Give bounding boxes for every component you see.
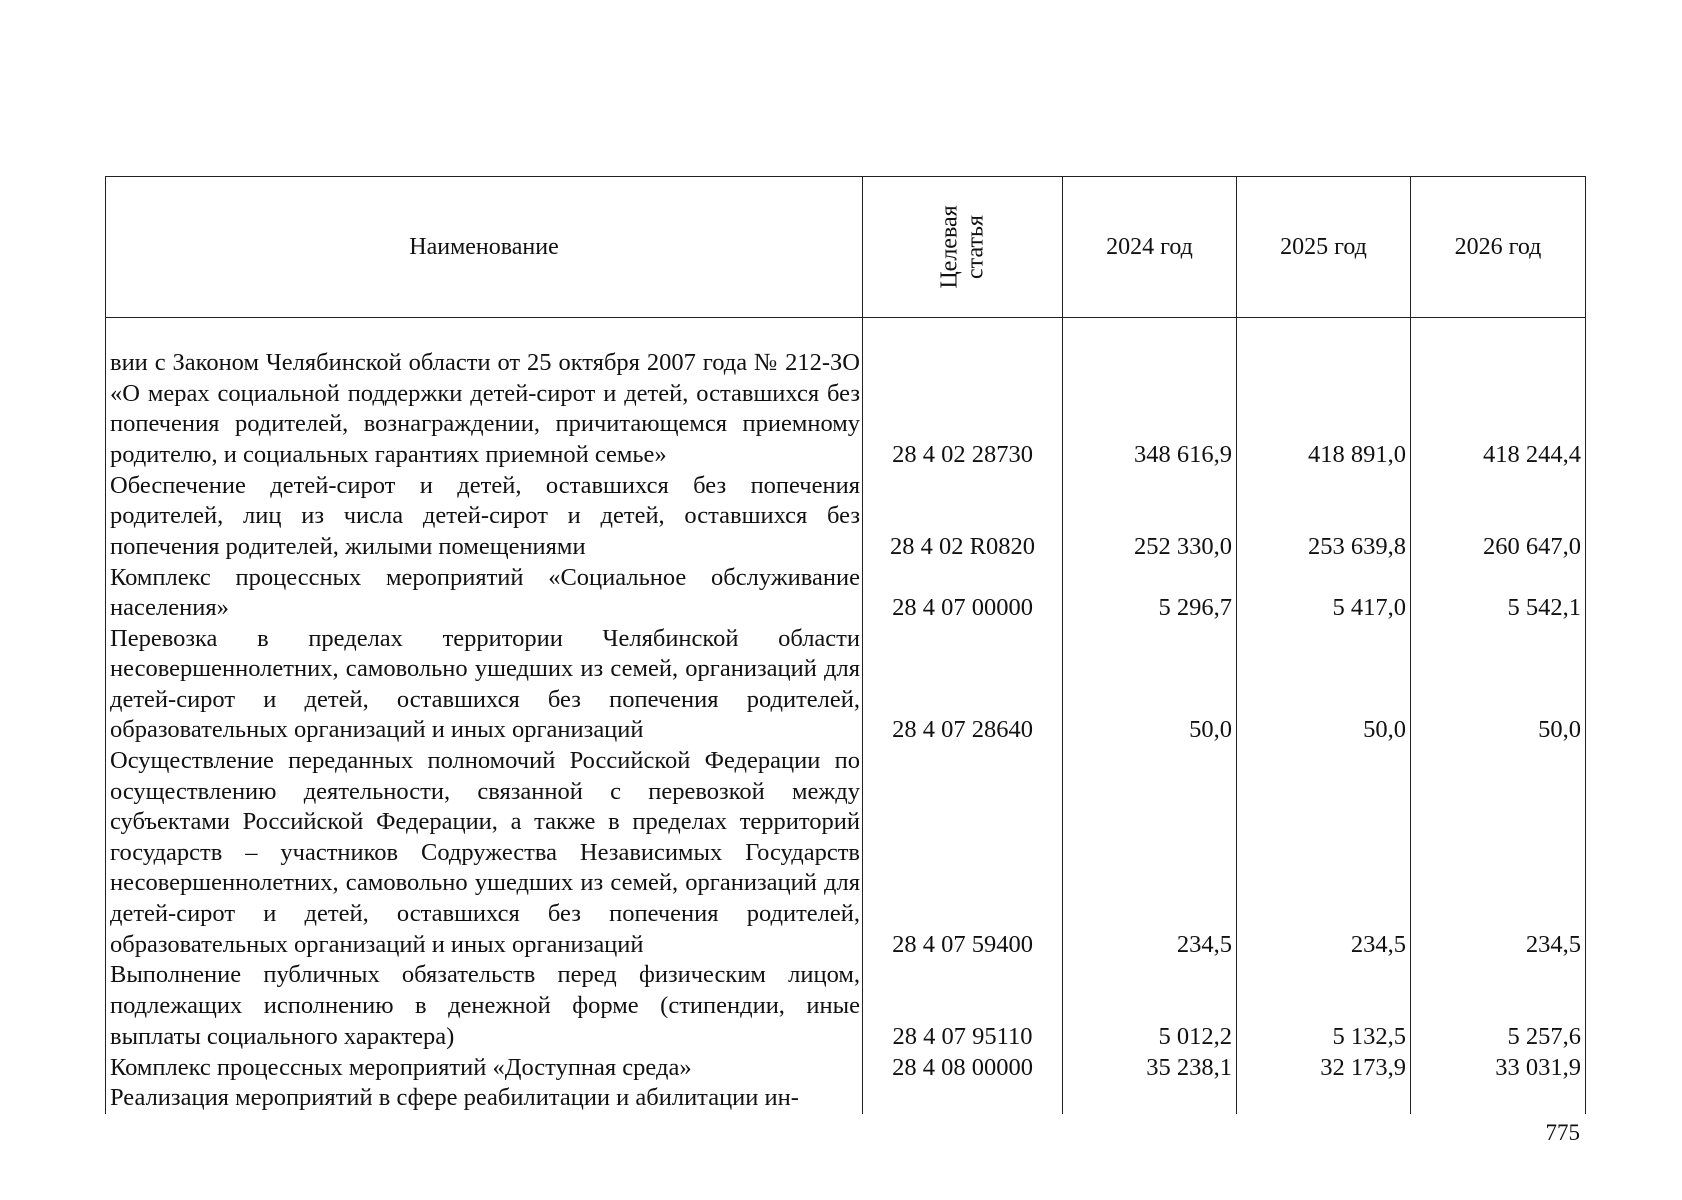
row-2024: 252 330,0 [1063, 471, 1237, 563]
row-code: 28 4 07 00000 [863, 563, 1063, 624]
row-code [863, 1083, 1063, 1114]
row-2024: 348 616,9 [1063, 318, 1237, 471]
row-2025: 50,0 [1237, 624, 1411, 746]
page-number: 775 [1545, 1120, 1580, 1145]
row-name: Осуществление переданных полномочий Российской Федерации по осуществлению деятельности, связанной с перевозкой между субъектами Российской Федерации, а также в пределах территорий государств – участников Содружества Независимых Государств несовершеннолетних, самовольно ушедших из семей, организаций для детей-сирот и детей, оставшихся без попечения родителей, образовательных организаций и иных организаций [106, 746, 863, 960]
header-code-line1: Целевая [936, 204, 963, 289]
header-target-article [863, 177, 1063, 318]
row-code: 28 4 02 R0820 [863, 471, 1063, 563]
table-row [106, 624, 1586, 746]
header-code-line2: статья [962, 214, 989, 279]
row-2025: 418 891,0 [1237, 318, 1411, 471]
row-name: Перевозка в пределах территории Челябинской области несовершеннолетних, самовольно ушедших из семей, организаций для детей-сирот и детей, оставшихся без попечения родителей, образовательных организаций и иных организаций [106, 624, 863, 746]
row-2026: 418 244,4 [1411, 318, 1586, 471]
row-2026: 33 031,9 [1411, 1052, 1586, 1083]
row-code: 28 4 07 59400 [863, 746, 1063, 960]
row-2026: 5 542,1 [1411, 563, 1586, 624]
row-name: Комплекс процессных мероприятий «Социальное обслуживание населения» [106, 563, 863, 624]
row-2026: 5 257,6 [1411, 960, 1586, 1052]
row-code: 28 4 07 28640 [863, 624, 1063, 746]
row-2026: 260 647,0 [1411, 471, 1586, 563]
table-row [106, 318, 1586, 471]
row-2024: 234,5 [1063, 746, 1237, 960]
row-name: Выполнение публичных обязательств перед физическим лицом, подлежащих исполнению в денежной форме (стипендии, иные выплаты социального характера) [106, 960, 863, 1052]
table-body [106, 318, 1586, 1115]
table-row [106, 746, 1586, 960]
row-name: Комплекс процессных мероприятий «Доступная среда» [106, 1052, 863, 1083]
row-2024: 5 296,7 [1063, 563, 1237, 624]
header-2025: 2025 год [1237, 177, 1411, 318]
row-2026 [1411, 1083, 1586, 1114]
row-code: 28 4 07 95110 [863, 960, 1063, 1052]
row-2025 [1237, 1083, 1411, 1114]
header-2026: 2026 год [1411, 177, 1586, 318]
header-2024: 2024 год [1063, 177, 1237, 318]
table-row [106, 1052, 1586, 1083]
row-2024: 5 012,2 [1063, 960, 1237, 1052]
row-2024: 35 238,1 [1063, 1052, 1237, 1083]
row-code: 28 4 02 28730 [863, 318, 1063, 471]
row-name: вии с Законом Челябинской области от 25 октября 2007 года № 212-ЗО «О мерах социальной поддержки детей-сирот и детей, оставшихся без попечения родителей, вознаграждении, причитающемся приемному родителю, и социальных гарантиях приемной семье» [106, 318, 863, 471]
header-name: Наименование [106, 177, 863, 318]
row-name: Обеспечение детей-сирот и детей, оставшихся без попечения родителей, лиц из числа детей-сирот и детей, оставшихся без попечения родителей, жилыми помещениями [106, 471, 863, 563]
table-row [106, 471, 1586, 563]
table-row [106, 1083, 1586, 1114]
table-row [106, 563, 1586, 624]
row-code: 28 4 08 00000 [863, 1052, 1063, 1083]
row-2026: 234,5 [1411, 746, 1586, 960]
table-header [106, 177, 1586, 318]
row-2025: 5 132,5 [1237, 960, 1411, 1052]
row-2026: 50,0 [1411, 624, 1586, 746]
row-2025: 253 639,8 [1237, 471, 1411, 563]
row-2025: 5 417,0 [1237, 563, 1411, 624]
table-row [106, 960, 1586, 1052]
budget-table [105, 176, 1586, 1114]
row-2025: 234,5 [1237, 746, 1411, 960]
header-target-article-label [936, 205, 988, 288]
row-name: Реализация мероприятий в сфере реабилитации и абилитации ин- [106, 1083, 863, 1114]
row-2024: 50,0 [1063, 624, 1237, 746]
row-2024 [1063, 1083, 1237, 1114]
row-2025: 32 173,9 [1237, 1052, 1411, 1083]
